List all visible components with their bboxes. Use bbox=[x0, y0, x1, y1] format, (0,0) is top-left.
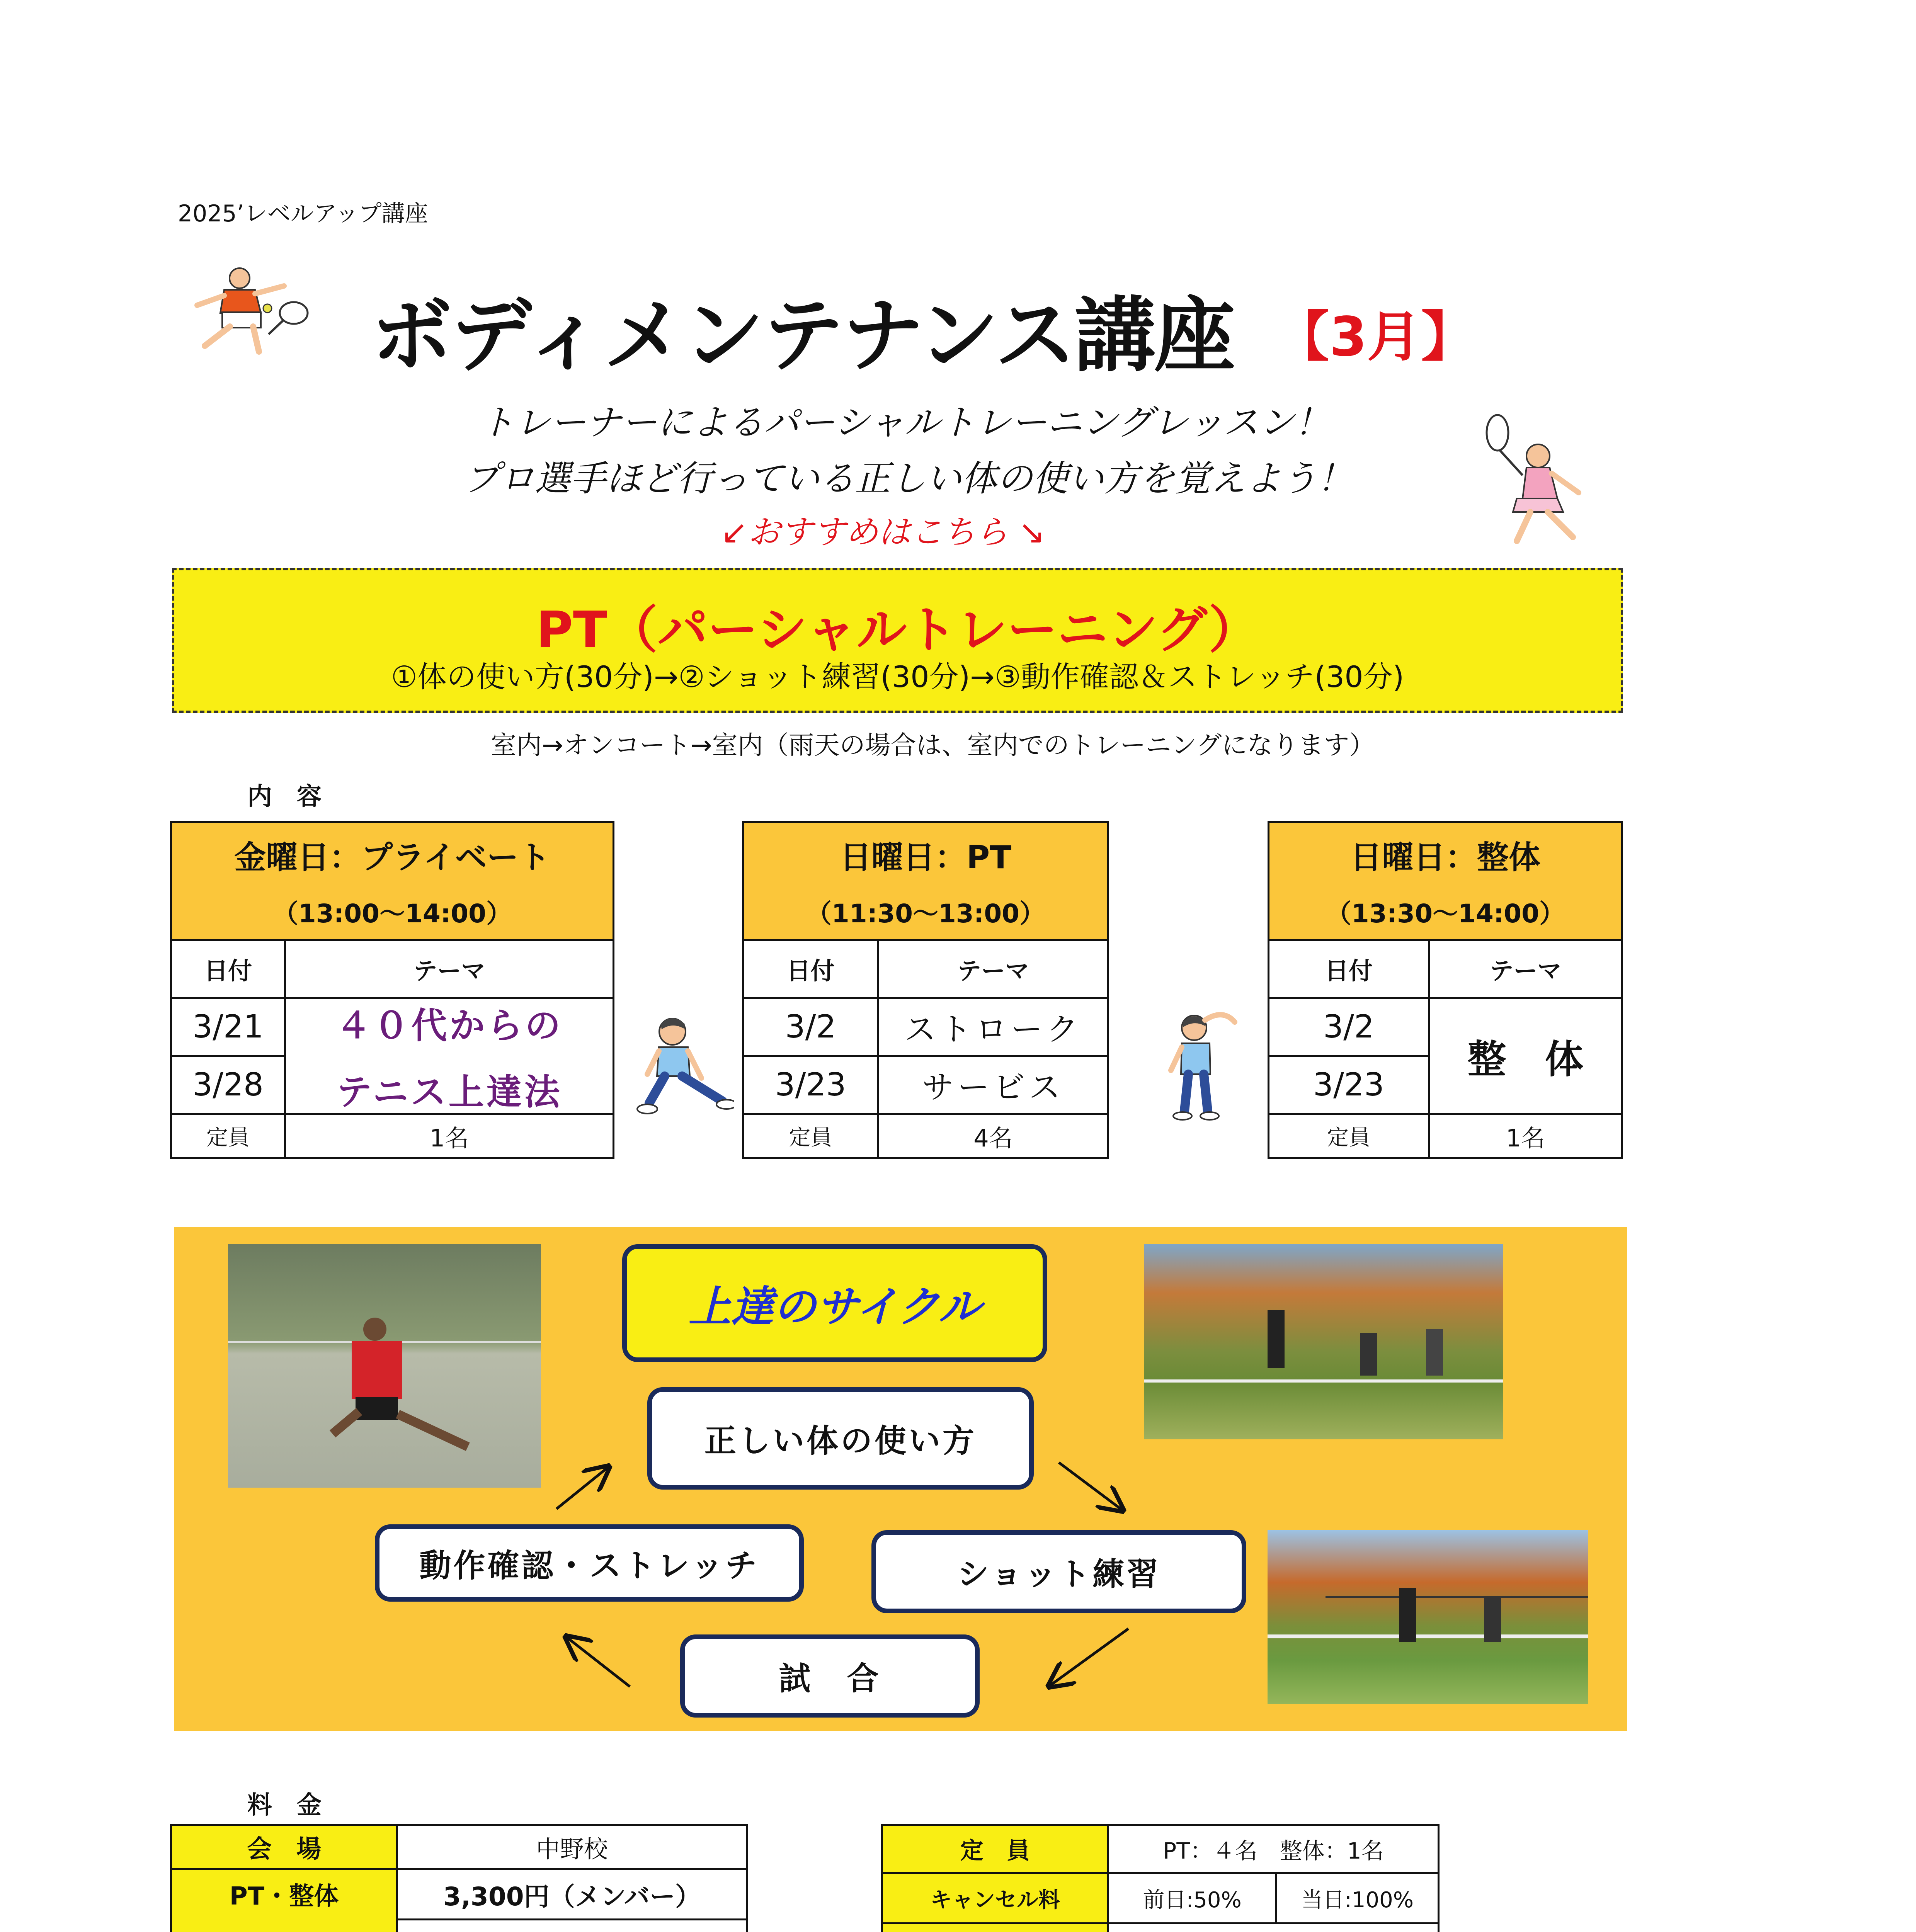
friday-theme-line-1: ４０代からの bbox=[335, 1005, 563, 1046]
side-stretch-child-illustration bbox=[1155, 1005, 1244, 1121]
pt-fee-label bbox=[170, 1868, 398, 1932]
sunday-body-col-date: 日付 bbox=[1268, 939, 1430, 999]
pt-box bbox=[172, 568, 1623, 713]
sunday-pt-date-1: 3/2 bbox=[742, 997, 879, 1057]
sunday-pt-capacity: 4名 bbox=[877, 1113, 1109, 1159]
pt-note: 室内→オンコート→室内（雨天の場合は、室内でのトレーニングになります） bbox=[491, 730, 1375, 760]
sunday-body-col-theme: テーマ bbox=[1428, 939, 1623, 999]
friday-title: 金曜日：プライベート bbox=[234, 839, 550, 876]
apply-label bbox=[881, 1922, 1109, 1932]
sunday-body-time: （13:30～14:00） bbox=[1326, 899, 1565, 929]
tennis-player-illustration bbox=[182, 263, 313, 359]
cycle-title: 上達のサイクル bbox=[688, 1282, 981, 1332]
page-title: ボディメンテナンス講座 bbox=[371, 288, 1234, 383]
friday-col-theme: テーマ bbox=[284, 939, 614, 999]
sunday-pt-time: （11:30～13:00） bbox=[806, 899, 1045, 929]
subtitle-2: プロ選手ほど行っている正しい体の使い方を覚えよう！ bbox=[464, 458, 1353, 499]
friday-time: （13:00～14:00） bbox=[272, 899, 512, 929]
apply-value bbox=[1107, 1922, 1440, 1932]
cycle-panel bbox=[174, 1227, 1627, 1731]
sunday-pt-col-date: 日付 bbox=[742, 939, 879, 999]
pt-title: PT（パーシャルトレーニング） bbox=[536, 600, 1259, 659]
pt-fee-visitor bbox=[396, 1918, 748, 1932]
friday-col-date: 日付 bbox=[170, 939, 286, 999]
arrow-shot-to-match bbox=[1051, 1629, 1128, 1685]
friday-capacity-label: 定員 bbox=[170, 1113, 286, 1159]
court-group-photo-1 bbox=[1144, 1244, 1503, 1439]
friday-theme-line-2: テニス上達法 bbox=[336, 1071, 562, 1113]
series-label: 2025’レベルアップ講座 bbox=[178, 200, 428, 227]
friday-capacity: 1名 bbox=[284, 1113, 614, 1159]
arrow-body-to-shot bbox=[1059, 1463, 1121, 1509]
subtitle-1: トレーナーによるパーシャルトレーニングレッスン！ bbox=[479, 402, 1330, 443]
court-group-photo-2 bbox=[1268, 1530, 1588, 1704]
sunday-body-capacity: 1名 bbox=[1428, 1113, 1623, 1159]
sunday-body-theme: 整 体 bbox=[1428, 997, 1623, 1115]
cycle-step-check: 動作確認・ストレッチ bbox=[375, 1524, 804, 1602]
pt-fee-label-1: PT・整体 bbox=[229, 1882, 339, 1911]
sunday-body-capacity-label: 定員 bbox=[1268, 1113, 1430, 1159]
arrow-match-to-check bbox=[568, 1638, 630, 1687]
cycle-step-match: 試 合 bbox=[680, 1634, 980, 1718]
tennis-player-woman-illustration bbox=[1480, 410, 1596, 549]
sunday-pt-col-theme: テーマ bbox=[877, 939, 1109, 999]
friday-header bbox=[170, 821, 614, 941]
pt-steps: ①体の使い方(30分)→②ショット練習(30分)→③動作確認＆ストレッチ(30分) bbox=[391, 660, 1404, 694]
pt-fee-member: 3,300円（メンバー） bbox=[396, 1868, 748, 1920]
friday-date-1: 3/21 bbox=[170, 997, 286, 1057]
sunday-pt-title: 日曜日：PT bbox=[839, 839, 1012, 876]
sunday-body-date-1: 3/2 bbox=[1268, 997, 1430, 1057]
venue-value: 中野校 bbox=[396, 1824, 748, 1870]
sunday-pt-date-2: 3/23 bbox=[742, 1055, 879, 1115]
cancel-fee-prev-day: 前日:50% bbox=[1107, 1872, 1277, 1924]
stretching-child-illustration bbox=[634, 1012, 734, 1121]
sunday-body-header bbox=[1268, 821, 1623, 941]
venue-label: 会 場 bbox=[170, 1824, 398, 1870]
recommend-text: ↙おすすめはこちら ↘ bbox=[721, 513, 1046, 551]
sunday-pt-theme-1: ストローク bbox=[877, 997, 1109, 1057]
sunday-body-title: 日曜日：整体 bbox=[1350, 839, 1540, 876]
friday-theme bbox=[284, 997, 614, 1115]
friday-date-2: 3/28 bbox=[170, 1055, 286, 1115]
cycle-step-body: 正しい体の使い方 bbox=[647, 1387, 1034, 1490]
sunday-body-date-2: 3/23 bbox=[1268, 1055, 1430, 1115]
cancel-fee-label: キャンセル料 bbox=[881, 1872, 1109, 1924]
sunday-pt-theme-2: サービス bbox=[877, 1055, 1109, 1115]
content-heading: 内 容 bbox=[247, 782, 322, 811]
month-tag: 【3月】 bbox=[1275, 306, 1475, 369]
cancel-fee-same-day: 当日:100% bbox=[1275, 1872, 1440, 1924]
pt-fee-label-2 bbox=[247, 1927, 321, 1932]
cycle-step-shot: ショット練習 bbox=[871, 1530, 1246, 1613]
fees-heading: 料 金 bbox=[247, 1791, 322, 1820]
sunday-pt-header bbox=[742, 821, 1109, 941]
sunday-pt-capacity-label: 定員 bbox=[742, 1113, 879, 1159]
info-capacity-label: 定 員 bbox=[881, 1824, 1109, 1874]
arrow-check-to-body bbox=[556, 1468, 607, 1509]
info-capacity: PT：４名 整体：1名 bbox=[1107, 1824, 1440, 1874]
